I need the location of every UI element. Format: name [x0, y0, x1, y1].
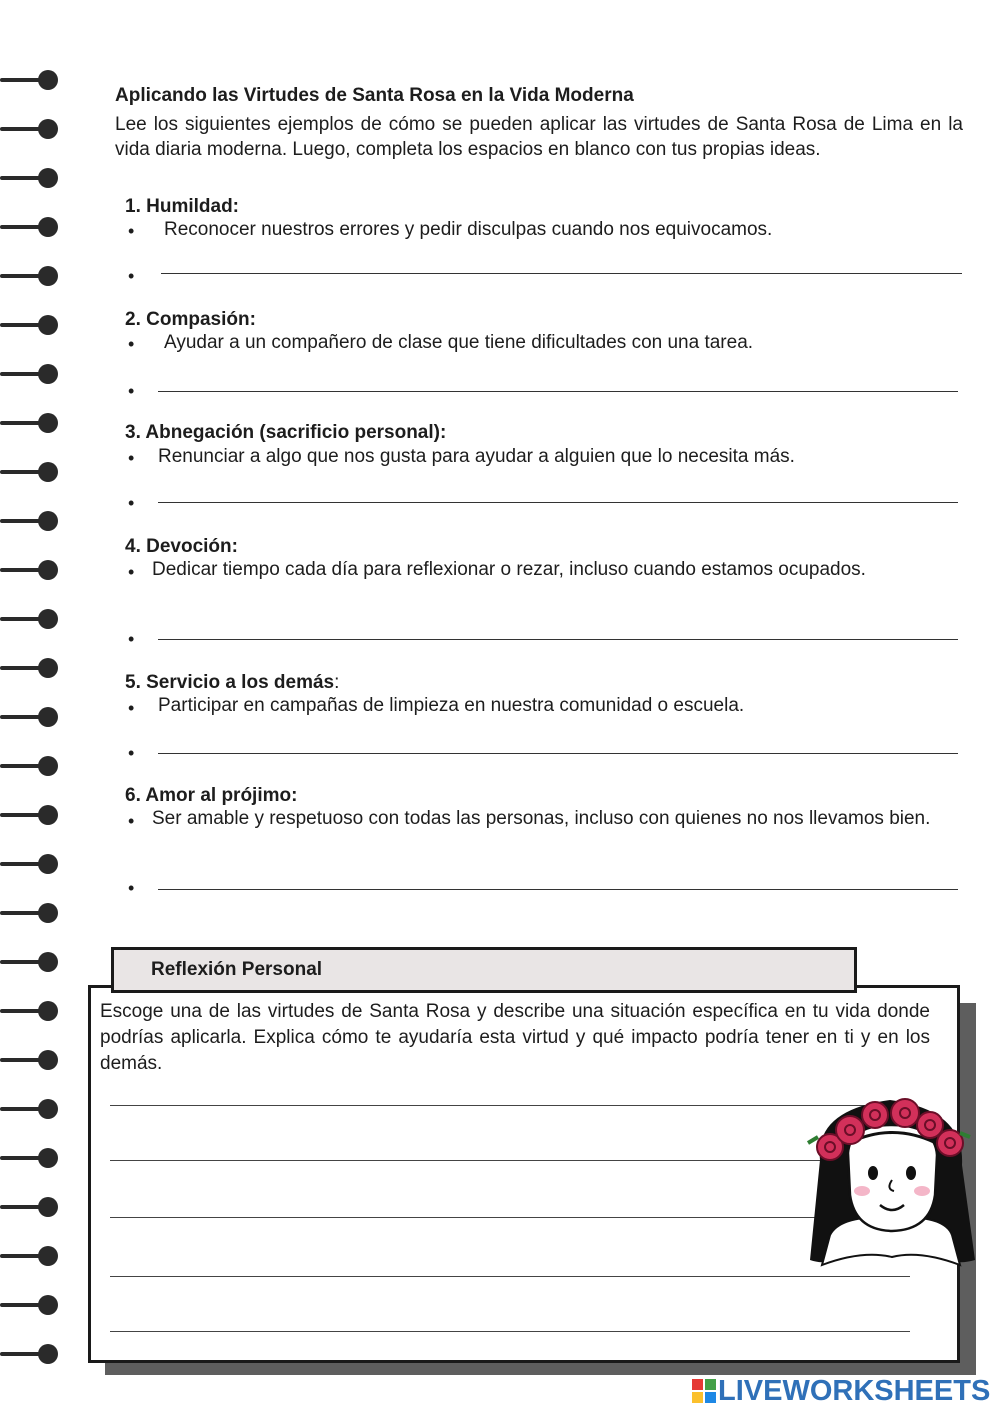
spiral-ring [0, 266, 58, 286]
liveworksheets-icon [692, 1379, 716, 1403]
answer-line-5[interactable] [158, 753, 958, 754]
spiral-ring [0, 1050, 58, 1070]
reflection-header [111, 947, 857, 993]
bullet: • [128, 743, 135, 763]
example-text: Dedicar tiempo cada día para reflexionar o rezar, incluso cuando estamos ocupados. [152, 559, 866, 580]
bullet: • [128, 629, 135, 649]
bullet: • [128, 266, 135, 286]
bullet: • [128, 698, 135, 718]
spiral-ring [0, 511, 58, 531]
bullet: • [128, 381, 135, 401]
spiral-ring [0, 1148, 58, 1168]
spiral-ring [0, 952, 58, 972]
virtue-heading-servicio: 5. Servicio a los demás: [125, 672, 340, 693]
answer-line-2[interactable] [158, 391, 958, 392]
spiral-ring [0, 168, 58, 188]
spiral-ring [0, 560, 58, 580]
answer-line-4[interactable] [158, 639, 958, 640]
bullet: • [128, 493, 135, 513]
spiral-ring [0, 903, 58, 923]
virtue-heading-humildad: 1. Humildad: [125, 196, 240, 217]
reflection-answer-line[interactable] [110, 1105, 910, 1106]
spiral-ring [0, 217, 58, 237]
instructions: Lee los siguientes ejemplos de cómo se pueden aplicar las virtudes de Santa Rosa de Lima en la vida diaria moderna. Luego, completa los espacios en blanco con tus propias ideas. [115, 114, 963, 160]
answer-line-1[interactable] [161, 273, 962, 274]
virtue-heading-abnegacion: 3. Abnegación (sacrificio personal): [125, 422, 447, 443]
bullet: • [128, 811, 135, 831]
bullet: • [128, 221, 135, 241]
virtue-heading-compasion: 2. Compasión: [125, 309, 256, 330]
santa-rosa-illustration [800, 1085, 985, 1285]
example-text: Ayudar a un compañero de clase que tiene dificultades con una tarea. [164, 332, 754, 353]
spiral-ring [0, 1246, 58, 1266]
spiral-ring [0, 1197, 58, 1217]
spiral-ring [0, 805, 58, 825]
reflection-answer-line[interactable] [110, 1331, 910, 1332]
spiral-ring [0, 756, 58, 776]
example-text: Renunciar a algo que nos gusta para ayudar a alguien que lo necesita más. [158, 446, 795, 467]
spiral-ring [0, 1295, 58, 1315]
spiral-ring [0, 315, 58, 335]
spiral-ring [0, 1099, 58, 1119]
spiral-binding [0, 0, 70, 1415]
reflection-prompt: Escoge una de las virtudes de Santa Rosa y describe una situación específica en tu vida donde podrías aplicarla. Explica cómo te ayudaría esta virtud y qué impacto podría tener en ti y en los demás. [100, 1001, 930, 1074]
answer-line-3[interactable] [158, 502, 958, 503]
example-text: Participar en campañas de limpieza en nuestra comunidad o escuela. [158, 695, 745, 716]
bullet: • [128, 878, 135, 898]
virtue-heading-devocion: 4. Devoción: [125, 536, 238, 557]
reflection-answer-line[interactable] [110, 1217, 910, 1218]
page-title: Aplicando las Virtudes de Santa Rosa en la Vida Moderna [115, 85, 634, 106]
spiral-ring [0, 1001, 58, 1021]
spiral-ring [0, 413, 58, 433]
spiral-ring [0, 364, 58, 384]
spiral-ring [0, 462, 58, 482]
spiral-ring [0, 707, 58, 727]
spiral-ring [0, 1344, 58, 1364]
brand-name: LIVEWORKSHEETS [718, 1375, 991, 1407]
bullet: • [128, 448, 135, 468]
bullet: • [128, 334, 135, 354]
spiral-ring [0, 119, 58, 139]
reflection-answer-line[interactable] [110, 1276, 910, 1277]
reflection-title: Reflexión Personal [151, 959, 323, 980]
example-text: Reconocer nuestros errores y pedir disculpas cuando nos equivocamos. [164, 219, 773, 240]
reflection-answer-line[interactable] [110, 1160, 910, 1161]
spiral-ring [0, 609, 58, 629]
spiral-ring [0, 658, 58, 678]
example-text: Ser amable y respetuoso con todas las personas, incluso con quienes no nos llevamos bien. [152, 808, 931, 829]
virtue-heading-amor: 6. Amor al prójimo: [125, 785, 298, 806]
spiral-ring [0, 854, 58, 874]
answer-line-6[interactable] [158, 889, 958, 890]
bullet: • [128, 562, 135, 582]
spiral-ring [0, 70, 58, 90]
